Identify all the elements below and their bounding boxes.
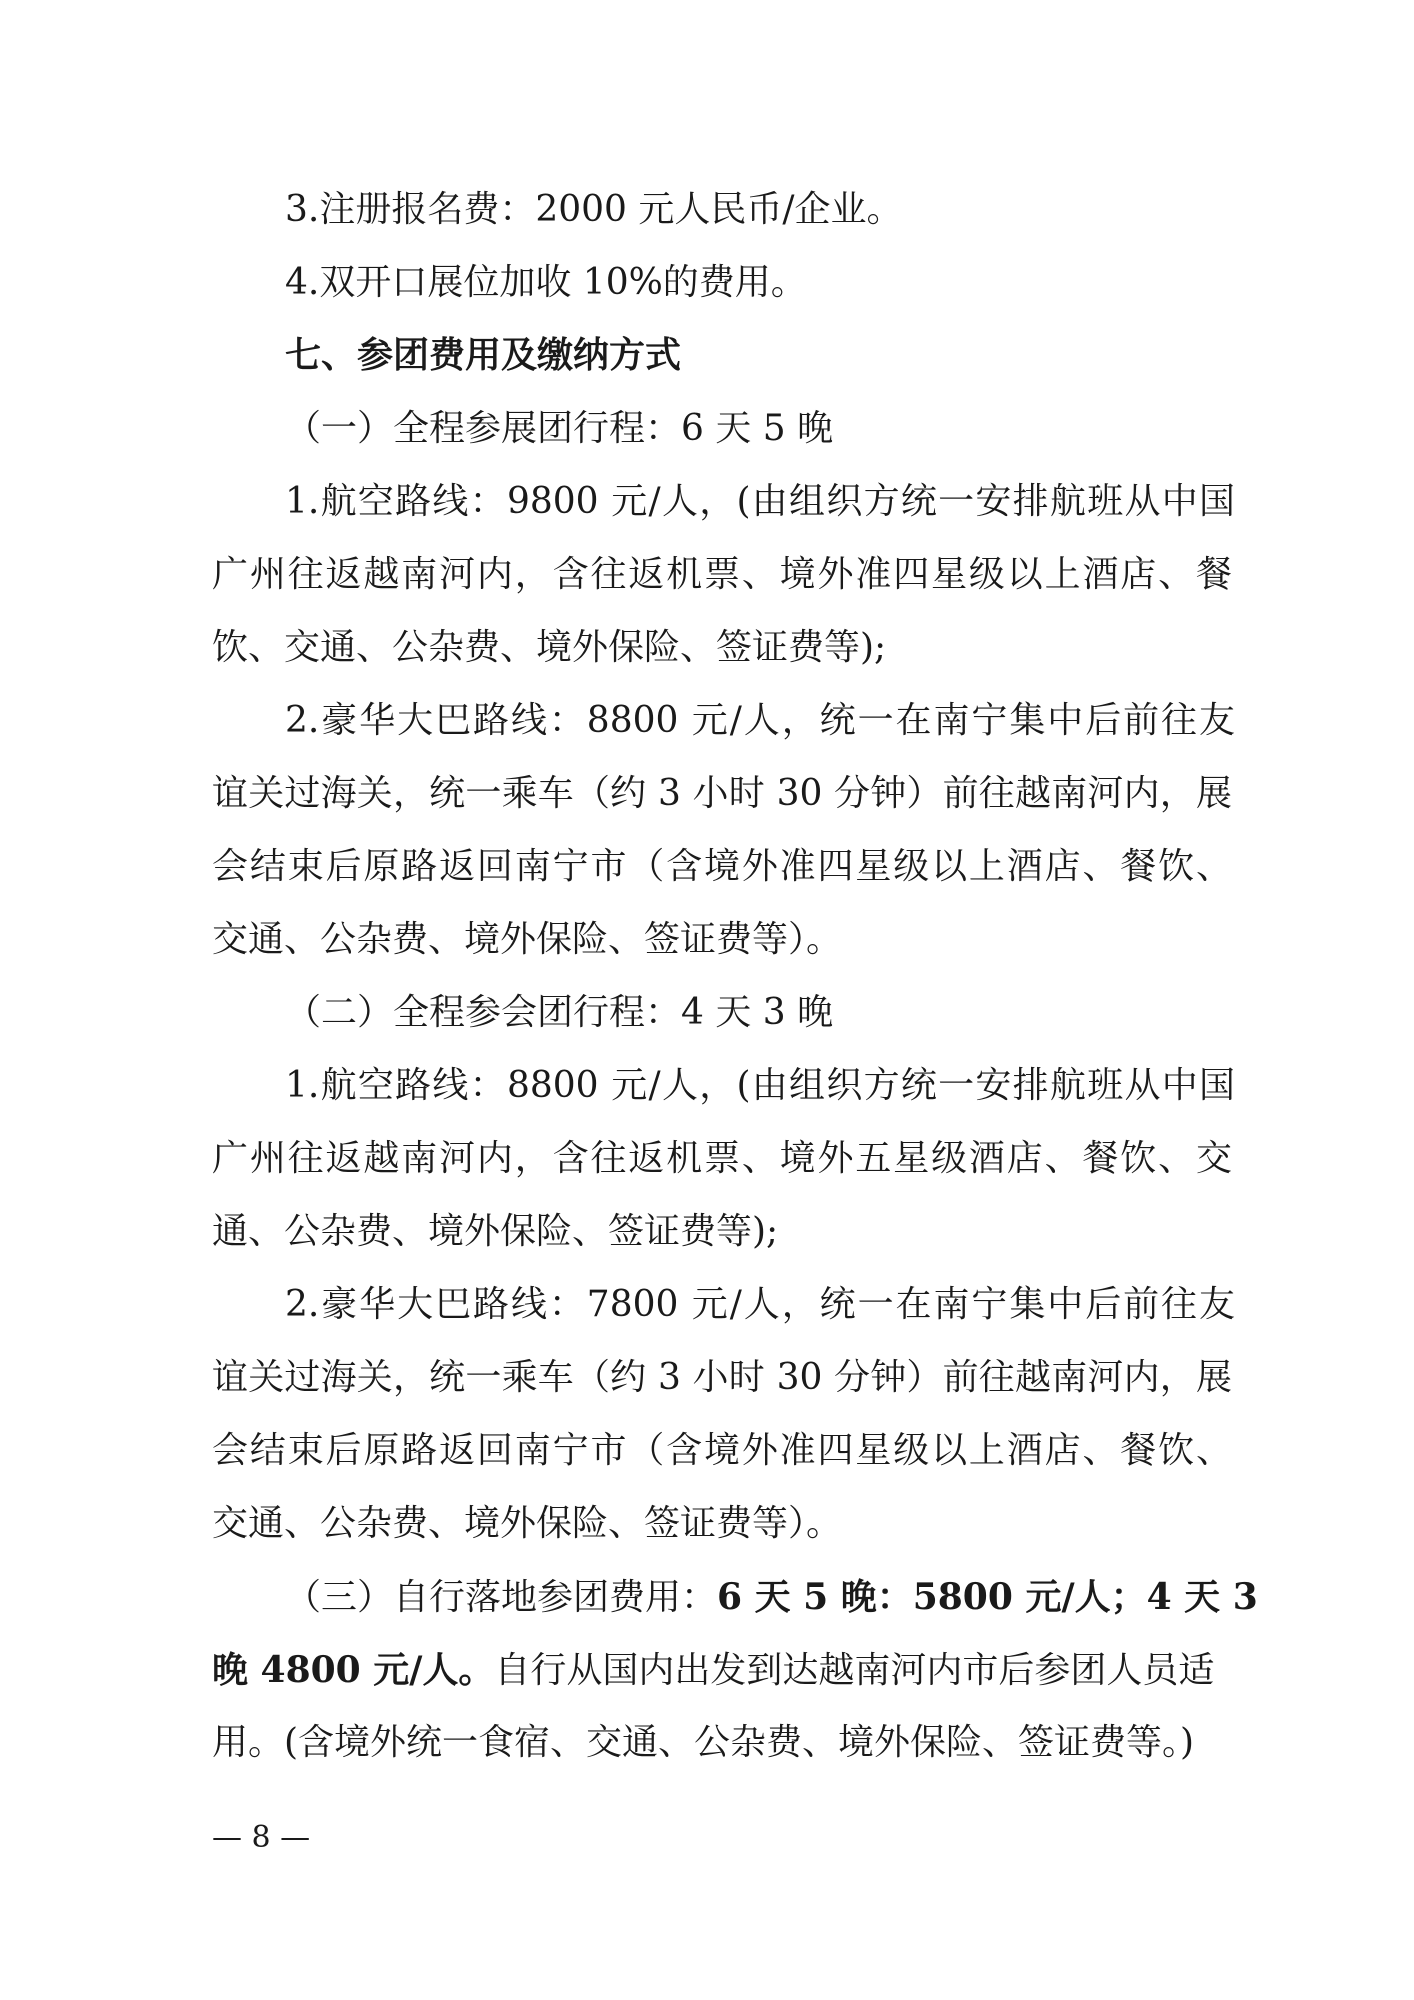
- paragraph-line: 通、公杂费、境外保险、签证费等);: [212, 1211, 779, 1252]
- paragraph-line: 2.豪华大巴路线：8800 元/人，统一在南宁集中后前往友: [285, 700, 1235, 741]
- self-arrival-line: [285, 1575, 1258, 1620]
- paragraph-line: 谊关过海关，统一乘车（约 3 小时 30 分钟）前往越南河内，展: [212, 1357, 1232, 1398]
- paragraph-line: 用。(含境外统一食宿、交通、公杂费、境外保险、签证费等。): [212, 1722, 1195, 1763]
- self-arrival-label: （三）自行落地参团费用：: [285, 1577, 718, 1618]
- self-arrival-note: 自行从国内出发到达越南河内市后参团人员适: [494, 1650, 1215, 1691]
- paragraph-line: 谊关过海关，统一乘车（约 3 小时 30 分钟）前往越南河内，展: [212, 773, 1232, 814]
- paragraph-line: 交通、公杂费、境外保险、签证费等）。: [212, 919, 843, 960]
- paragraph-line: 交通、公杂费、境外保险、签证费等）。: [212, 1503, 843, 1544]
- subheading-exhibition-tour: （一）全程参展团行程：6 天 5 晚: [285, 408, 834, 449]
- fee-item-double-opening: 4.双开口展位加收 10%的费用。: [285, 262, 807, 303]
- self-arrival-price-bold: 晚 4800 元/人。: [212, 1649, 495, 1691]
- subheading-conference-tour: （二）全程参会团行程：4 天 3 晚: [285, 992, 834, 1033]
- self-arrival-line: [212, 1648, 1232, 1693]
- paragraph-line: 会结束后原路返回南宁市（含境外准四星级以上酒店、餐饮、: [212, 846, 1232, 887]
- section-heading-seven: 七、参团费用及缴纳方式: [285, 335, 682, 376]
- page-number: — 8 —: [212, 1820, 311, 1855]
- paragraph-line: 1.航空路线：8800 元/人，(由组织方统一安排航班从中国: [285, 1065, 1235, 1106]
- paragraph-line: 饮、交通、公杂费、境外保险、签证费等);: [212, 627, 887, 668]
- paragraph-line: 1.航空路线：9800 元/人，(由组织方统一安排航班从中国: [285, 481, 1235, 522]
- paragraph-line: 广州往返越南河内，含往返机票、境外准四星级以上酒店、餐: [212, 554, 1232, 595]
- paragraph-line: 2.豪华大巴路线：7800 元/人，统一在南宁集中后前往友: [285, 1284, 1235, 1325]
- paragraph-line: 广州往返越南河内，含往返机票、境外五星级酒店、餐饮、交: [212, 1138, 1232, 1179]
- fee-item-registration: 3.注册报名费：2000 元人民币/企业。: [285, 189, 903, 230]
- self-arrival-price-bold: 6 天 5 晚：5800 元/人；4 天 3: [717, 1576, 1258, 1618]
- paragraph-line: 会结束后原路返回南宁市（含境外准四星级以上酒店、餐饮、: [212, 1430, 1232, 1471]
